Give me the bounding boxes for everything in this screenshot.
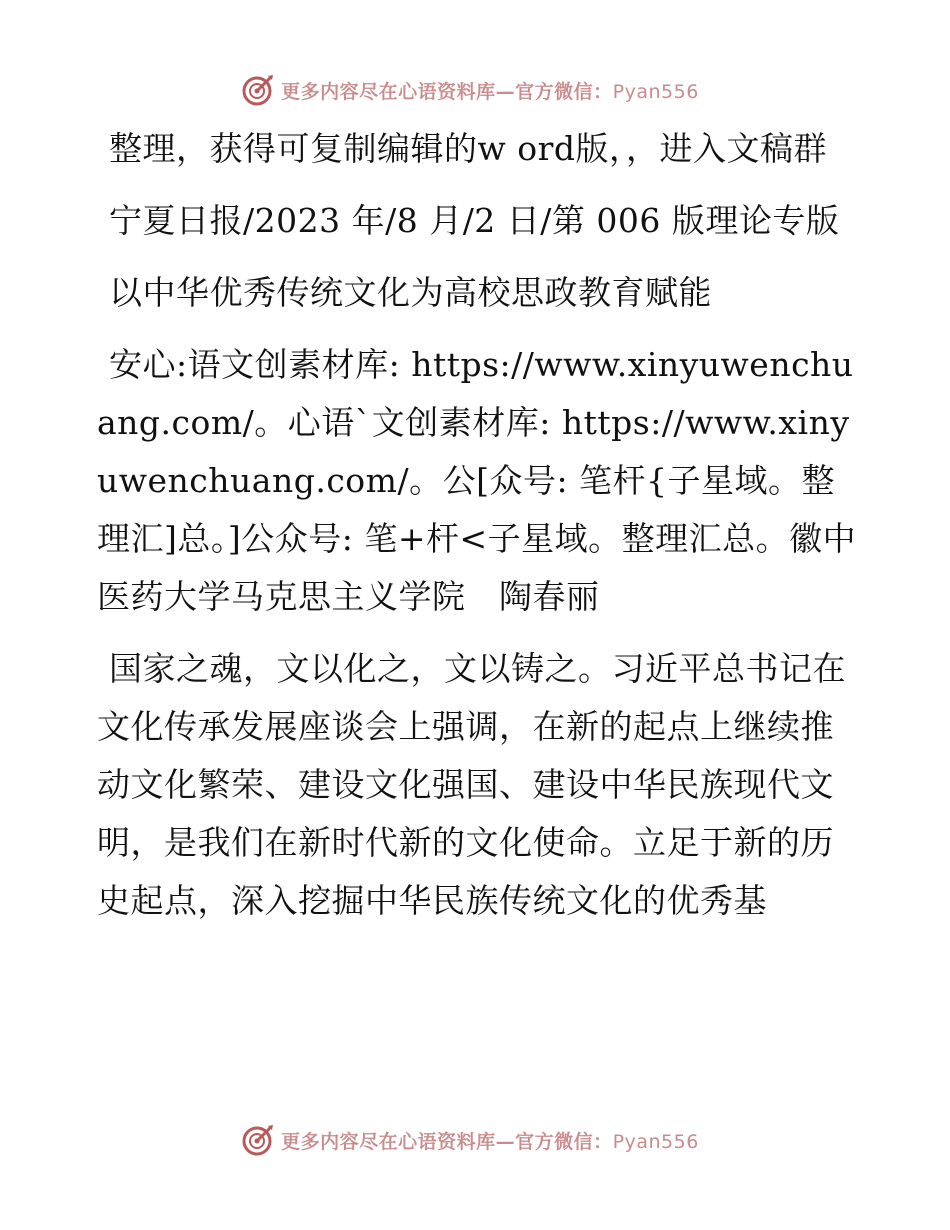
watermark-banner-top [0,70,950,110]
watermark-content [241,1123,699,1157]
watermark-banner-bottom [0,1120,950,1160]
logo-icon [241,1123,275,1157]
paragraph-intro: 整理，获得可复制编辑的w ord版，，进入文稿群 [109,129,828,168]
watermark-text: 更多内容尽在心语资料库—官方微信：Pyan556 [281,80,699,103]
paragraph-body: 国家之魂，文以化之，文以铸之。习近平总书记在文化传承发展座谈会上强调，在新的起点上继续推动文化繁荣、建设文化强国、建设中华民族现代文明，是我们在新时代新的文化使命。立足于新的历史起点，深入挖掘中华民族传统文化的优秀基 [97,649,846,920]
watermark-content [241,73,699,107]
paragraph-author: 安心:语文创素材库: https://www.xinyuwenchuang.com/。心语`文创素材库: https://www.xinyuwenchuang.com/。公[众号: 笔杆{子星域。整理汇]总。]公众号: 笔+杆<子星域。整理汇总。徽中医药大学马克思主义学院 陶春丽 [97,345,857,616]
article-title: 以中华优秀传统文化为高校思政教育赋能 [109,273,712,312]
document-body [97,120,857,930]
logo-icon [241,73,275,107]
watermark-text: 更多内容尽在心语资料库—官方微信：Pyan556 [281,1130,699,1153]
paragraph-source: 宁夏日报/2023 年/8 月/2 日/第 006 版理论专版 [109,201,840,240]
